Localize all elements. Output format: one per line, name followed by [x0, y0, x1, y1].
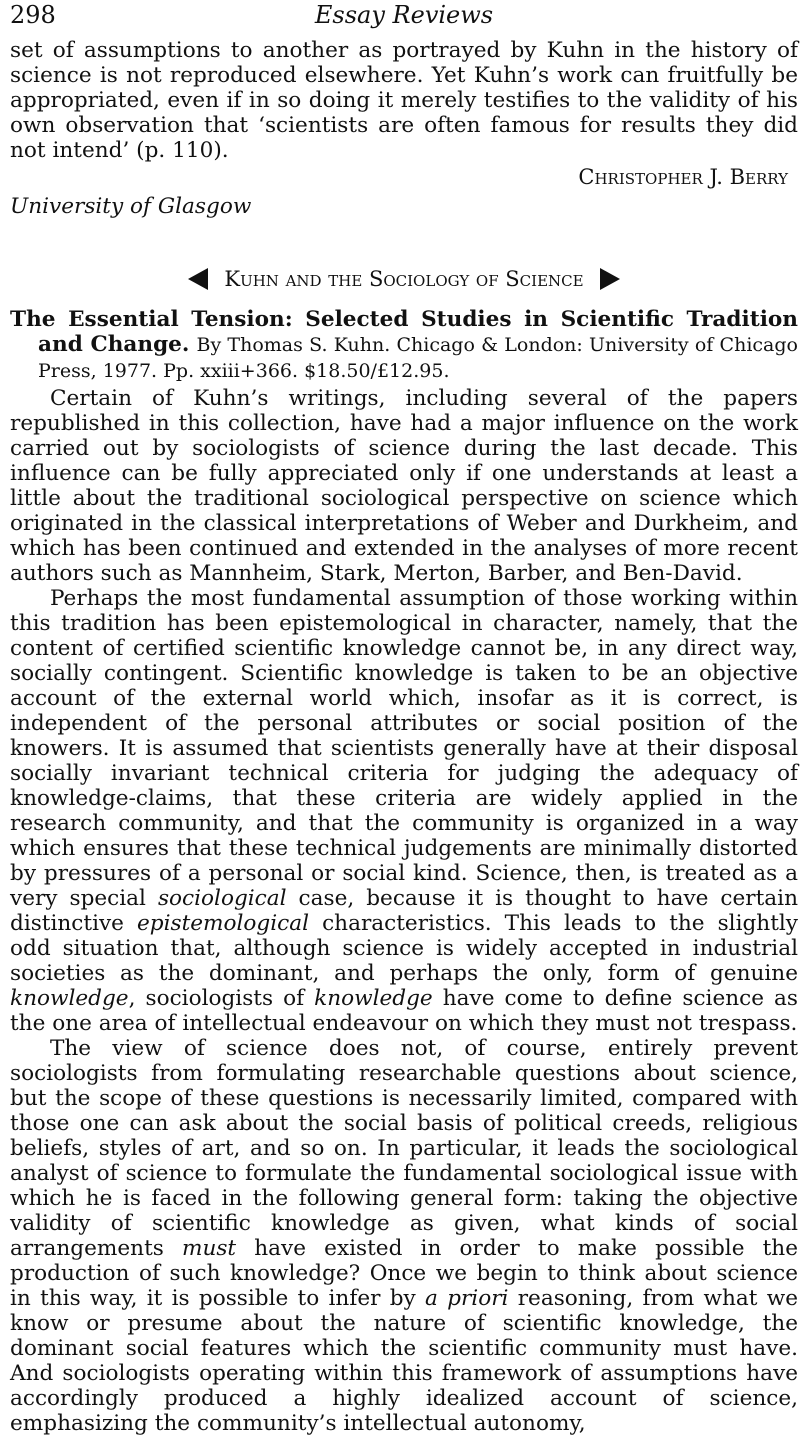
paragraph-2-text: Perhaps the most fundamental assumption of those working within this tradition has been epistemological in character, namely, that the content of certified scientific knowledge cannot be, in any direct way, socially contingent. Scientific knowledge is taken to be an objective account of the external world which, insofar as it is correct, is independent of the personal attributes or social position of the knowers. It is assumed that scientists generally have at their disposal socially invariant technical criteria for judging the adequacy of knowledge-claims, that these criteria are widely applied in the research community, and that the community is organized in a way which ensures that these technical judgements are minimally distorted by pressures of a personal or social kind. Science, then, is treated as a very special	[10, 586, 798, 911]
book-citation	[10, 307, 798, 384]
emphasis-must: must	[181, 1236, 237, 1261]
paragraph-3-text: have existed in order to make possible the production of such knowledge? Once we begin to think about science in this way, it is possible to infer by	[10, 1236, 798, 1311]
review-affiliation: University of Glasgow	[10, 194, 252, 219]
review-author: Christopher J. Berry	[578, 165, 788, 189]
review-body	[10, 386, 798, 1436]
book-title: The Essential Tension: Selected Studies in Scientific Tradition and Change.	[10, 307, 798, 357]
paragraph-3-text: The view of science does not, of course, entirely prevent sociologists from formulating researchable questions about science, but the scope of these questions is necessarily limited, compared with those one can ask about the social basis of political creeds, religious beliefs, styles of art, and so on. In particular, it leads the sociological analyst of science to formulate the fundamental sociological issue with which he is faced in the following general form: taking the objective validity of scientific knowledge as given, what kinds of social arrangements	[10, 1036, 798, 1261]
paragraph-2-text: case, because it is thought to have certain distinctive	[10, 886, 798, 936]
paragraph-2-text: characteristics. This leads to the slightly odd situation that, although science is widely accepted in industrial societies as the dominant, and perhaps the only, form of genuine	[10, 911, 799, 986]
triangle-left-icon	[188, 268, 208, 290]
previous-review-closing-text: set of assumptions to another as portrayed by Kuhn in the history of science is not reproduced elsewhere. Yet Kuhn’s work can fruitfully be appropriated, even if in so doing it merely testifies to the validity of his own observation that ‘scientists are often famous for results they did not intend’ (p. 110).	[10, 38, 798, 163]
paragraph-2	[10, 586, 798, 1036]
journal-page	[10, 0, 798, 1436]
triangle-right-icon	[600, 268, 620, 290]
emphasis-sociological: sociological	[157, 886, 287, 911]
book-publication: By Thomas S. Kuhn. Chicago & London: University of Chicago Press, 1977. Pp. xxiii+366. $18.50/£12.95.	[38, 334, 798, 382]
emphasis-knowledge: knowledge	[314, 986, 433, 1011]
emphasis-epistemological: epistemological	[137, 911, 310, 936]
paragraph-1: Certain of Kuhn’s writings, including several of the papers republished in this collection, have had a major influence on the work carried out by sociologists of science during the last decade. This influence can be fully appreciated only if one understands at least a little about the traditional sociological perspective on science which originated in the classical interpretations of Weber and Durkheim, and which has been continued and extended in the analyses of more recent authors such as Mannheim, Stark, Merton, Barber, and Ben-David.	[10, 386, 798, 586]
emphasis-knowledge: knowledge	[10, 986, 129, 1011]
section-heading-text: Kuhn and the Sociology of Science	[224, 267, 584, 291]
running-title: Essay Reviews	[314, 1, 494, 29]
section-heading	[10, 265, 798, 293]
paragraph-3-text: reasoning, from what we know or presume about the nature of scientific knowledge, the dominant social features which the scientific community must have. And sociologists operating within this framework of assumptions have accordingly produced a highly idealized account of science, emphasizing the community’s intellectual autonomy,	[10, 1286, 798, 1436]
running-head	[10, 0, 798, 38]
page-number: 298	[10, 1, 56, 29]
paragraph-3	[10, 1036, 798, 1436]
paragraph-2-text: have come to define science as the one area of intellectual endeavour on which they must not trespass.	[10, 986, 798, 1036]
paragraph-2-text: , sociologists of	[128, 986, 315, 1011]
emphasis-a-priori: a priori	[425, 1286, 509, 1311]
